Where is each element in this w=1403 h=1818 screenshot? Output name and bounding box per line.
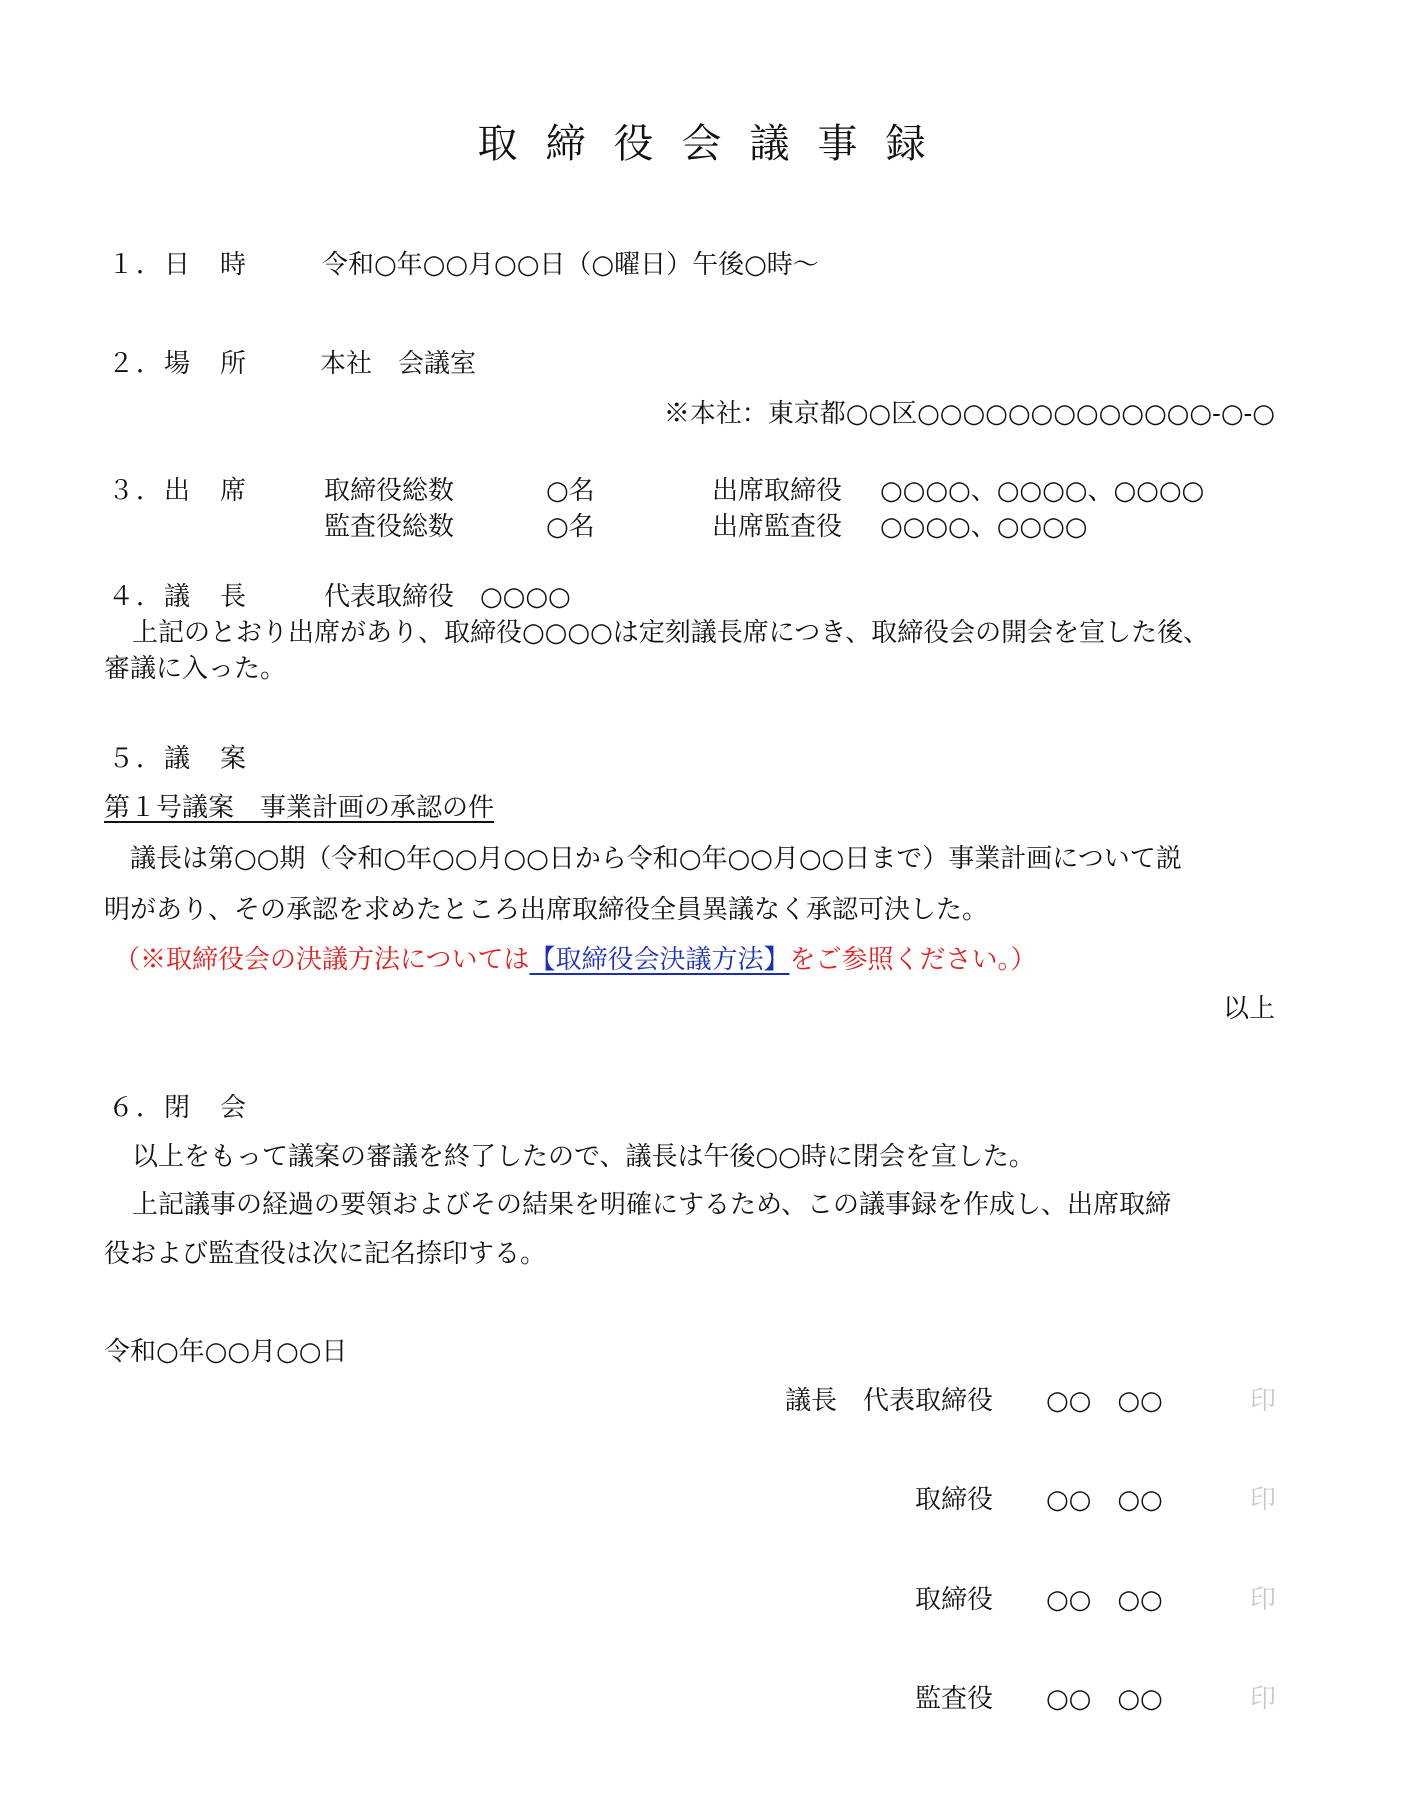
present-directors-label: 出席取締役 <box>712 476 843 506</box>
present-directors-names: ○○○○、○○○○、○○○○ <box>880 476 1205 506</box>
section5-heading: ５．議 案 <box>108 744 249 774</box>
signature-role-auditor: 監査役 <box>914 1684 993 1714</box>
seal-mark-director1: 印 <box>1250 1485 1277 1515</box>
document-title: 取締役会議事録 <box>477 121 954 167</box>
note-prefix: （※取締役会の決議方法については <box>114 945 530 975</box>
signature-name-director1: ○○ ○○ <box>1046 1485 1163 1515</box>
section1-datetime: 令和○年○○月○○日（○曜日）午後○時～ <box>322 250 819 280</box>
directors-total-label: 取締役総数 <box>324 476 455 506</box>
section5-paragraph-line1: 議長は第○○期（令和○年○○月○○日から令和○年○○月○○日まで）事業計画について説 <box>130 844 1182 874</box>
seal-mark-director2: 印 <box>1250 1585 1277 1615</box>
seal-mark-chair: 印 <box>1250 1386 1277 1416</box>
directors-total-count: ○名 <box>546 476 595 506</box>
section5-paragraph-line2: 明があり、その承認を求めたところ出席取締役全員異議なく承認可決した。 <box>104 895 989 925</box>
seal-mark-auditor: 印 <box>1250 1684 1277 1714</box>
section4-paragraph-line1: 上記のとおり出席があり、取締役○○○○は定刻議長席につき、取締役会の開会を宣した後、 <box>132 618 1210 648</box>
resolution-method-note <box>114 943 1037 977</box>
section6-heading: ６．閉 会 <box>108 1093 249 1123</box>
agenda-item-title: 第１号議案 事業計画の承認の件 <box>104 793 495 823</box>
auditors-total-count: ○名 <box>546 512 595 542</box>
signature-name-director2: ○○ ○○ <box>1046 1585 1163 1615</box>
signature-role-director1: 取締役 <box>914 1485 993 1515</box>
section4-paragraph-line2: 審議に入った。 <box>104 654 287 684</box>
section3-heading: ３．出 席 <box>108 476 249 506</box>
section4-heading: ４．議 長 <box>108 582 249 612</box>
signature-name-auditor: ○○ ○○ <box>1046 1684 1163 1714</box>
signature-role-director2: 取締役 <box>914 1585 993 1615</box>
auditors-total-label: 監査役総数 <box>324 512 455 542</box>
signature-name-chair: ○○ ○○ <box>1046 1386 1163 1416</box>
closing-ijo: 以上 <box>1222 994 1275 1024</box>
document-date: 令和○年○○月○○日 <box>104 1337 348 1367</box>
present-auditors-names: ○○○○、○○○○ <box>880 512 1088 542</box>
chairperson: 代表取締役 ○○○○ <box>324 582 571 612</box>
present-auditors-label: 出席監査役 <box>712 512 843 542</box>
section2-address-note: ※本社：東京都○○区○○○○○○○○○○○○○-○-○ <box>663 399 1275 429</box>
section1-heading: １．日 時 <box>108 250 249 280</box>
section2-heading: ２．場 所 <box>108 349 249 379</box>
section2-place: 本社 会議室 <box>320 349 477 379</box>
note-suffix: をご参照ください。） <box>789 945 1037 975</box>
signature-role-chair: 議長 代表取締役 <box>784 1386 993 1416</box>
section6-paragraph2-line1: 上記議事の経過の要領およびその結果を明確にするため、この議事録を作成し、出席取締 <box>132 1190 1171 1220</box>
section6-paragraph1: 以上をもって議案の審議を終了したので、議長は午後○○時に閉会を宣した。 <box>132 1142 1035 1172</box>
section6-paragraph2-line2: 役および監査役は次に記名捺印する。 <box>104 1239 547 1269</box>
resolution-method-link[interactable]: 【取締役会決議方法】 <box>529 945 790 975</box>
